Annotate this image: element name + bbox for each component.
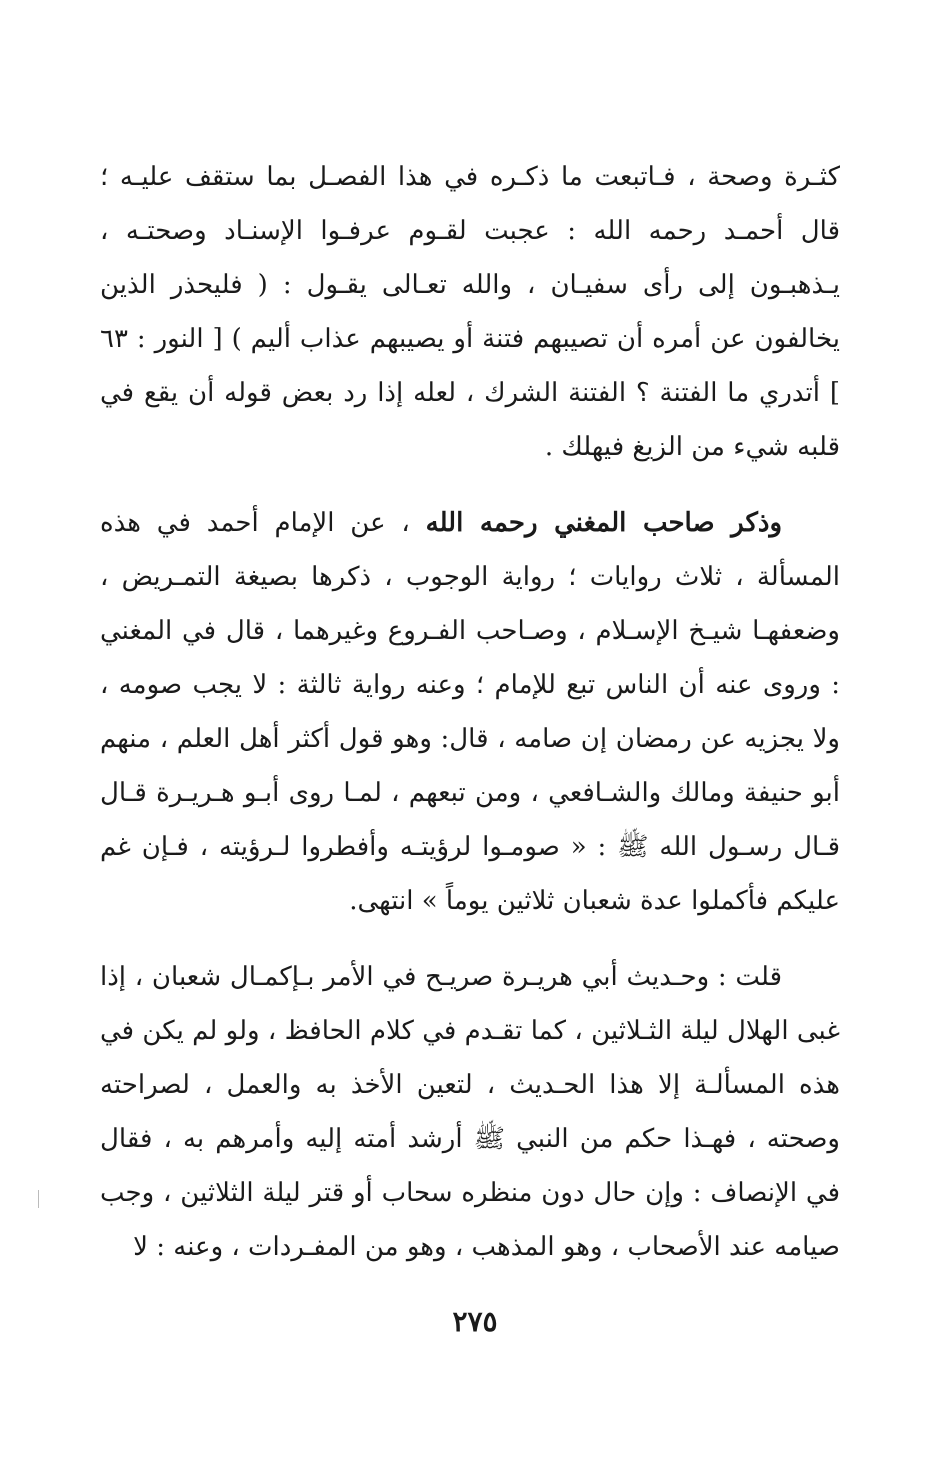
paragraph-1-text: كثـرة وصحة ، فـاتبعت ما ذكـره في هذا الفصـل بما ستقف عليـه ؛ قال أحمـد رحمه الله : عجبت لقـوم عرفـوا الإسنـاد وصحتـه ، يـذهبـون إلى رأى سفيـان ، والله تعـالى يقـول : ( فليحذر الذين يخالفون عن أمره أن تصيبهم فتنة أو يصيبهم عذاب أليم ) [ النور : ٦٣ ] أتدري ما الفتنة ؟ الفتنة الشرك ، لعله إذا رد بعض قوله أن يقع في قلبه شيء من الزيغ فيهلك . [100,162,840,462]
paragraph-2 [100,496,840,928]
paragraph-2-text: ، عن الإمام أحمد في هذه المسألة ، ثلاث روايات ؛ رواية الوجوب ، ذكرها بصيغة التمـريض ، وضعفهـا شيـخ الإسـلام ، وصـاحب الفـروع وغيرهما ، قال في المغني : وروى عنه أن الناس تبع للإمام ؛ وعنه رواية ثالثة : لا يجب صومه ، ولا يجزيه عن رمضان إن صامه ، قال: وهو قول أكثر أهل العلم ، منهم أبو حنيفة ومالك والشـافعي ، ومن تبعهم ، لمـا روى أبـو هـريـرة قـال قـال رسـول الله ﷺ : « صومـوا لرؤيتـه وأفطروا لـرؤيته ، فـإن غم عليكم فأكملوا عدة شعبان ثلاثين يوماً » انتهى. [100,508,840,916]
page-number: ٢٧٥ [452,1305,498,1338]
page-body [100,150,840,1274]
paragraph-3-text: قلت : وحـديث أبي هريـرة صريـح في الأمر بـإكمـال شعبان ، إذا غبى الهلال ليلة الثـلاثين ، كما تقـدم في كلام الحافظ ، ولو لم يكن في هذه المسألـة إلا هذا الحـديث ، لتعين الأخذ به والعمل ، لصراحته وصحته ، فهـذا حكم من النبي ﷺ أرشد أمته إليه وأمرهم به ، فقال في الإنصاف : وإن حال دون منظره سحاب أو قتر ليلة الثلاثين ، وجب صيامه عند الأصحاب ، وهو المذهب ، وهو من المفـردات ، وعنه : لا [100,962,841,1262]
paragraph-1 [100,150,840,474]
paragraph-3 [100,950,840,1274]
paragraph-2-lead: وذكر صاحب المغني رحمه الله [425,508,782,538]
scan-edge-mark [38,1190,39,1208]
